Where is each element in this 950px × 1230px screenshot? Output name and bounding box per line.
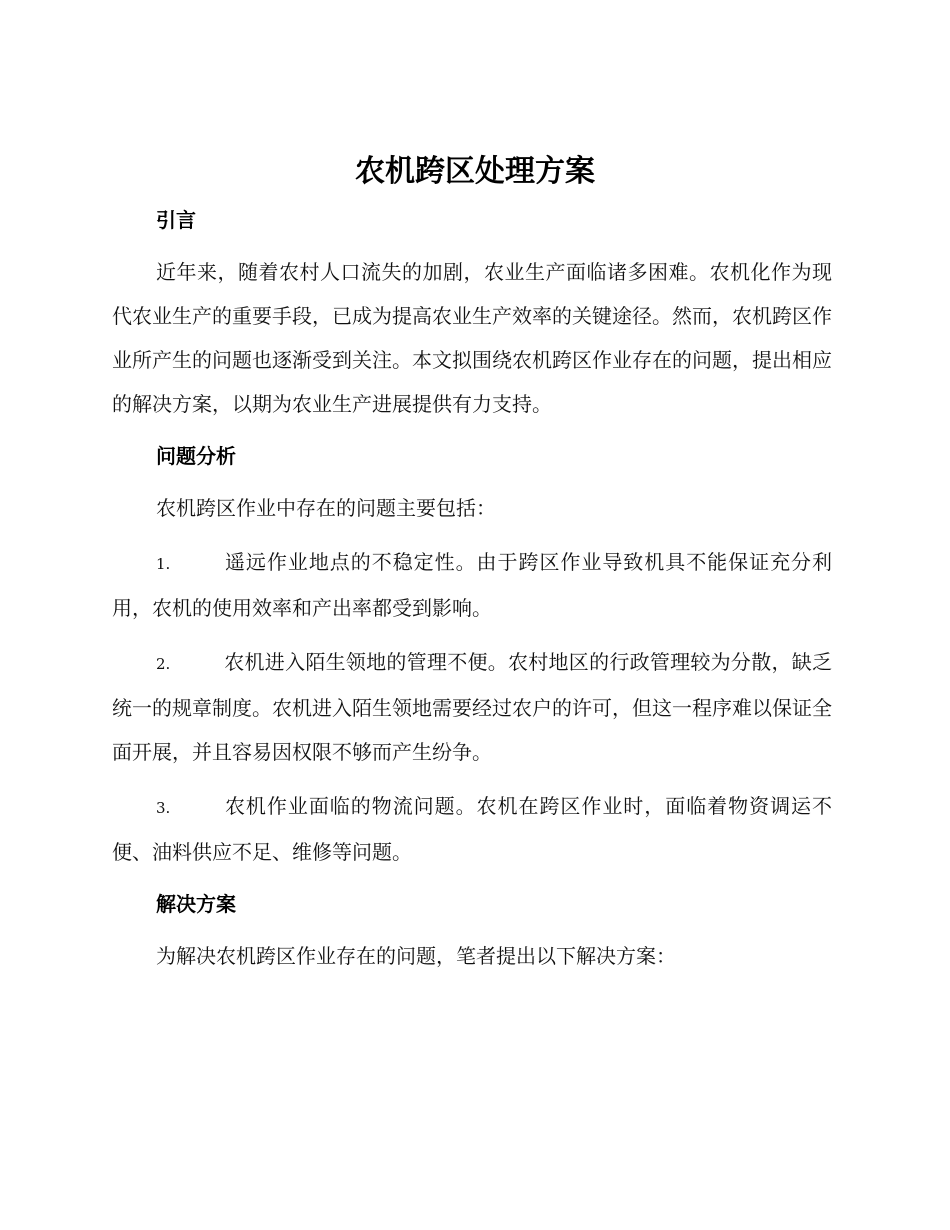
list-item: [112, 540, 832, 630]
intro-paragraph: 近年来，随着农村人口流失的加剧，农业生产面临诸多困难。农机化作为现代农业生产的重要手段，已成为提高农业生产效率的关键途径。然而，农机跨区作业所产生的问题也逐渐受到关注。本文拟围绕农机跨区作业存在的问题，提出相应的解决方案，以期为农业生产进展提供有力支持。: [112, 260, 832, 416]
list-item: [112, 784, 832, 874]
list-number: 2.: [156, 655, 171, 673]
document-title: 农机跨区处理方案: [355, 154, 595, 189]
list-item-text: 农机进入陌生领地的管理不便。农村地区的行政管理较为分散，缺乏统一的规章制度。农机进入陌生领地需要经过农户的许可，但这一程序难以保证全面开展，并且容易因权限不够而产生纷争。: [112, 650, 832, 764]
solution-lead-paragraph: 为解决农机跨区作业存在的问题，笔者提出以下解决方案：: [156, 944, 676, 968]
list-item-text: 农机作业面临的物流问题。农机在跨区作业时，面临着物资调运不便、油料供应不足、维修等问题。: [112, 794, 832, 864]
section-heading-analysis: 问题分析: [156, 444, 236, 468]
section-heading-intro: 引言: [156, 208, 196, 232]
section-heading-solution: 解决方案: [156, 892, 236, 916]
list-item-text: 遥远作业地点的不稳定性。由于跨区作业导致机具不能保证充分利用，农机的使用效率和产出率都受到影响。: [112, 550, 832, 620]
document-body: [112, 200, 832, 978]
analysis-lead-paragraph: 农机跨区作业中存在的问题主要包括：: [156, 496, 496, 520]
list-number: 1.: [156, 555, 171, 573]
list-item: [112, 640, 832, 774]
list-number: 3.: [156, 799, 171, 817]
